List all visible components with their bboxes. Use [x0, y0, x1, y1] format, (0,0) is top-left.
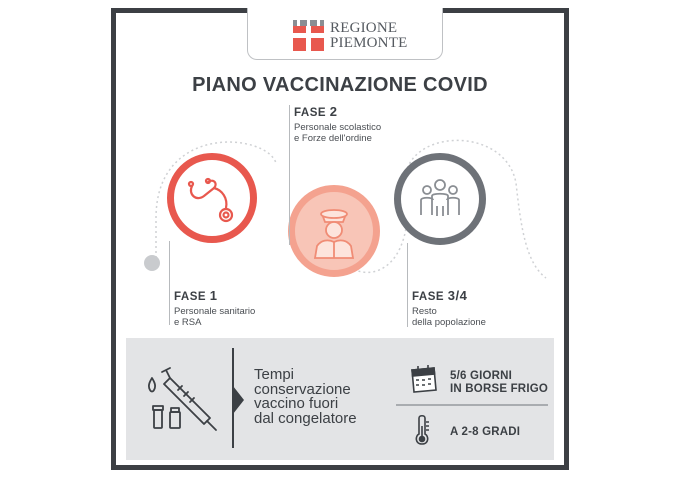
region-name-line2: PIEMONTE — [330, 35, 408, 51]
calendar-icon — [408, 362, 440, 394]
phase-1-description: Personale sanitario e RSA — [174, 306, 256, 328]
storage-item-temperature: A 2-8 GRADI — [450, 426, 521, 438]
storage-item-days: 5/6 GIORNI IN BORSE FRIGO — [450, 370, 549, 395]
phase-1-number: 1 — [209, 288, 218, 303]
phase-3-circle — [394, 153, 486, 245]
syringe-vial-icon — [144, 364, 224, 434]
region-name-line1: REGIONE — [330, 20, 398, 36]
stethoscope-icon — [174, 160, 250, 236]
infographic-frame — [111, 8, 569, 470]
arrow-right-icon — [233, 386, 244, 414]
thermometer-icon — [411, 414, 433, 446]
phase-2-label-text: FASE — [294, 107, 327, 119]
phase-2-leader-line — [289, 105, 290, 245]
phase-3-description: Resto della popolazione — [412, 306, 486, 328]
storage-description: Tempi conservazione vaccino fuori dal congelatore — [254, 366, 357, 427]
officer-icon — [295, 192, 373, 270]
phase-2-number: 2 — [329, 104, 338, 119]
phase-1-circle — [167, 153, 257, 243]
page-title: PIANO VACCINAZIONE COVID — [192, 74, 488, 96]
people-group-icon — [401, 160, 479, 238]
phase-1-label-text: FASE — [174, 291, 207, 303]
phase-2-label — [294, 104, 337, 119]
phase-1-leader-line — [169, 241, 170, 325]
phase-3-label-text: FASE — [412, 291, 445, 303]
phase-2-description: Personale scolastico e Forze dell'ordine — [294, 122, 382, 144]
storage-panel — [126, 338, 554, 460]
info-separator — [396, 404, 548, 406]
phase-2-circle — [288, 185, 380, 277]
path-start-dot — [144, 255, 160, 271]
phase-3-leader-line — [407, 243, 408, 327]
phase-3-number: 3/4 — [447, 288, 468, 303]
phase-3-label — [412, 288, 467, 303]
phase-1-label — [174, 288, 217, 303]
